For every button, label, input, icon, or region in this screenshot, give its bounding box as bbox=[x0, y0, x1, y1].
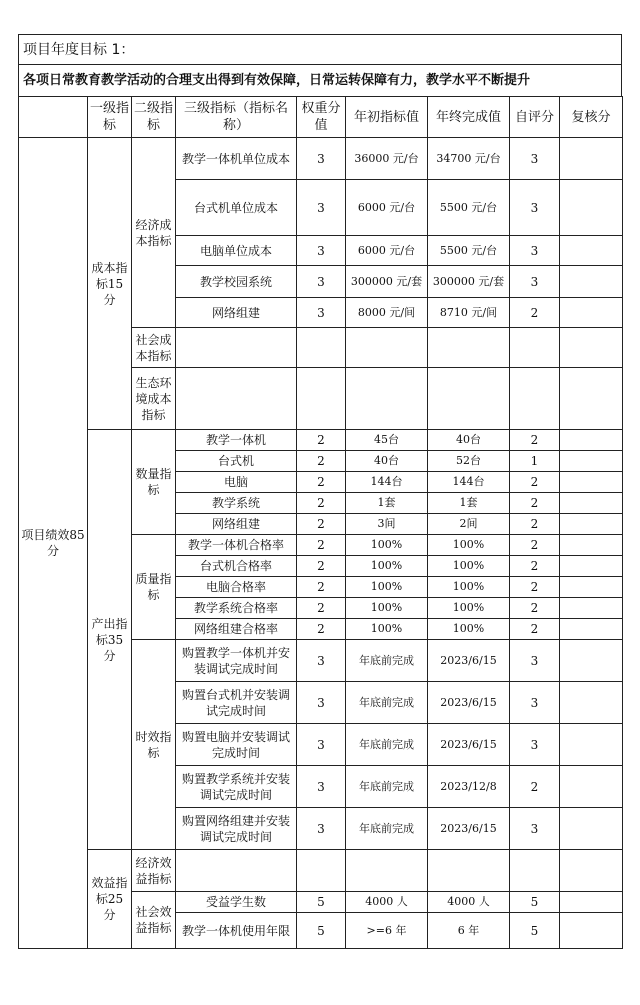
quality-label: 质量指标 bbox=[132, 535, 176, 640]
self-score: 2 bbox=[510, 556, 560, 577]
indicator-name: 电脑单位成本 bbox=[176, 236, 297, 266]
eco-cost-label: 生态环境成本指标 bbox=[132, 368, 176, 430]
review-score bbox=[560, 766, 623, 808]
review-score bbox=[560, 236, 623, 266]
indicator-name: 购置教学系统并安装调试完成时间 bbox=[176, 766, 297, 808]
weight-value bbox=[297, 368, 346, 430]
review-score bbox=[560, 892, 623, 913]
indicator-name bbox=[176, 850, 297, 892]
benefit-indicator-label: 效益指标25 分 bbox=[88, 850, 132, 949]
final-value: 1套 bbox=[428, 493, 510, 514]
initial-value: 8000 元/间 bbox=[346, 298, 428, 328]
initial-value: 6000 元/台 bbox=[346, 236, 428, 266]
indicator-name: 网络组建 bbox=[176, 514, 297, 535]
review-score bbox=[560, 266, 623, 298]
review-score bbox=[560, 180, 623, 236]
final-value: 40台 bbox=[428, 430, 510, 451]
self-score: 2 bbox=[510, 598, 560, 619]
self-score: 2 bbox=[510, 535, 560, 556]
final-value: 100% bbox=[428, 535, 510, 556]
indicator-name: 教学一体机单位成本 bbox=[176, 138, 297, 180]
final-value: 5500 元/台 bbox=[428, 236, 510, 266]
indicator-name: 电脑合格率 bbox=[176, 577, 297, 598]
indicator-name: 教学系统合格率 bbox=[176, 598, 297, 619]
initial-value: 6000 元/台 bbox=[346, 180, 428, 236]
initial-value: 36000 元/台 bbox=[346, 138, 428, 180]
self-score: 2 bbox=[510, 430, 560, 451]
self-score: 3 bbox=[510, 138, 560, 180]
weight-value: 3 bbox=[297, 180, 346, 236]
final-value: 2023/6/15 bbox=[428, 682, 510, 724]
weight-value: 2 bbox=[297, 451, 346, 472]
review-score bbox=[560, 451, 623, 472]
header-self: 自评分 bbox=[510, 97, 560, 138]
project-goal-text: 各项日常教育教学活动的合理支出得到有效保障，日常运转保障有力，教学水平不断提升 bbox=[18, 64, 622, 96]
self-score: 3 bbox=[510, 266, 560, 298]
self-score bbox=[510, 328, 560, 368]
final-value bbox=[428, 368, 510, 430]
final-value bbox=[428, 850, 510, 892]
weight-value: 3 bbox=[297, 682, 346, 724]
economic-benefit-label: 经济效益指标 bbox=[132, 850, 176, 892]
final-value: 8710 元/间 bbox=[428, 298, 510, 328]
review-score bbox=[560, 430, 623, 451]
self-score: 3 bbox=[510, 640, 560, 682]
final-value: 2间 bbox=[428, 514, 510, 535]
cost-indicator-label: 成本指标15 分 bbox=[88, 138, 132, 430]
initial-value bbox=[346, 328, 428, 368]
initial-value: 年底前完成 bbox=[346, 682, 428, 724]
self-score: 3 bbox=[510, 236, 560, 266]
weight-value: 2 bbox=[297, 598, 346, 619]
indicator-name: 教学一体机 bbox=[176, 430, 297, 451]
output-indicator-label: 产出指标35 分 bbox=[88, 430, 132, 850]
indicator-name: 网络组建合格率 bbox=[176, 619, 297, 640]
weight-value: 5 bbox=[297, 913, 346, 949]
header-level3: 三级指标（指标名称） bbox=[176, 97, 297, 138]
final-value: 2023/12/8 bbox=[428, 766, 510, 808]
header-level1: 一级指标 bbox=[88, 97, 132, 138]
initial-value: 100% bbox=[346, 619, 428, 640]
final-value: 5500 元/台 bbox=[428, 180, 510, 236]
final-value: 2023/6/15 bbox=[428, 640, 510, 682]
self-score: 2 bbox=[510, 766, 560, 808]
review-score bbox=[560, 619, 623, 640]
project-goal-title: 项目年度目标 1： bbox=[18, 34, 622, 64]
weight-value: 2 bbox=[297, 493, 346, 514]
self-score: 5 bbox=[510, 913, 560, 949]
weight-value: 2 bbox=[297, 430, 346, 451]
social-benefit-label: 社会效益指标 bbox=[132, 892, 176, 949]
performance-label: 项目绩效85 分 bbox=[19, 138, 88, 949]
performance-sheet bbox=[18, 34, 622, 949]
indicator-name: 购置电脑并安装调试完成时间 bbox=[176, 724, 297, 766]
review-score bbox=[560, 808, 623, 850]
initial-value: 年底前完成 bbox=[346, 724, 428, 766]
final-value: 2023/6/15 bbox=[428, 808, 510, 850]
review-score bbox=[560, 724, 623, 766]
indicator-name: 购置教学一体机并安装调试完成时间 bbox=[176, 640, 297, 682]
initial-value: 年底前完成 bbox=[346, 808, 428, 850]
weight-value: 2 bbox=[297, 472, 346, 493]
initial-value bbox=[346, 368, 428, 430]
review-score bbox=[560, 472, 623, 493]
initial-value: 144台 bbox=[346, 472, 428, 493]
indicator-name bbox=[176, 328, 297, 368]
weight-value: 2 bbox=[297, 514, 346, 535]
final-value: 2023/6/15 bbox=[428, 724, 510, 766]
header-row bbox=[19, 97, 623, 138]
weight-value: 3 bbox=[297, 298, 346, 328]
initial-value bbox=[346, 850, 428, 892]
indicator-table bbox=[18, 96, 623, 949]
review-score bbox=[560, 514, 623, 535]
review-score bbox=[560, 535, 623, 556]
self-score: 3 bbox=[510, 682, 560, 724]
final-value: 100% bbox=[428, 598, 510, 619]
header-review: 复核分 bbox=[560, 97, 623, 138]
weight-value bbox=[297, 328, 346, 368]
quantity-label: 数量指标 bbox=[132, 430, 176, 535]
weight-value: 2 bbox=[297, 535, 346, 556]
header-final: 年终完成值 bbox=[428, 97, 510, 138]
final-value: 52台 bbox=[428, 451, 510, 472]
weight-value: 3 bbox=[297, 766, 346, 808]
final-value: 100% bbox=[428, 577, 510, 598]
indicator-name: 台式机合格率 bbox=[176, 556, 297, 577]
review-score bbox=[560, 577, 623, 598]
self-score: 3 bbox=[510, 180, 560, 236]
header-level2: 二级指标 bbox=[132, 97, 176, 138]
self-score: 2 bbox=[510, 514, 560, 535]
review-score bbox=[560, 682, 623, 724]
indicator-name: 教学系统 bbox=[176, 493, 297, 514]
self-score: 2 bbox=[510, 493, 560, 514]
table-row bbox=[19, 430, 623, 451]
self-score: 2 bbox=[510, 577, 560, 598]
initial-value: 100% bbox=[346, 556, 428, 577]
final-value: 144台 bbox=[428, 472, 510, 493]
indicator-name: 购置台式机并安装调试完成时间 bbox=[176, 682, 297, 724]
review-score bbox=[560, 298, 623, 328]
weight-value: 3 bbox=[297, 266, 346, 298]
review-score bbox=[560, 913, 623, 949]
review-score bbox=[560, 328, 623, 368]
indicator-name: 教学一体机使用年限 bbox=[176, 913, 297, 949]
weight-value: 3 bbox=[297, 724, 346, 766]
review-score bbox=[560, 850, 623, 892]
weight-value: 3 bbox=[297, 640, 346, 682]
final-value: 100% bbox=[428, 619, 510, 640]
initial-value: 年底前完成 bbox=[346, 766, 428, 808]
table-row bbox=[19, 850, 623, 892]
timeliness-label: 时效指标 bbox=[132, 640, 176, 850]
weight-value: 3 bbox=[297, 236, 346, 266]
indicator-name: 受益学生数 bbox=[176, 892, 297, 913]
initial-value: 40台 bbox=[346, 451, 428, 472]
initial-value: 100% bbox=[346, 577, 428, 598]
indicator-name bbox=[176, 368, 297, 430]
initial-value: 100% bbox=[346, 598, 428, 619]
review-score bbox=[560, 138, 623, 180]
initial-value: 4000 人 bbox=[346, 892, 428, 913]
self-score bbox=[510, 368, 560, 430]
indicator-name: 购置网络组建并安装调试完成时间 bbox=[176, 808, 297, 850]
self-score bbox=[510, 850, 560, 892]
indicator-name: 台式机单位成本 bbox=[176, 180, 297, 236]
weight-value bbox=[297, 850, 346, 892]
initial-value: >=6 年 bbox=[346, 913, 428, 949]
self-score: 3 bbox=[510, 808, 560, 850]
self-score: 2 bbox=[510, 472, 560, 493]
weight-value: 3 bbox=[297, 808, 346, 850]
final-value: 6 年 bbox=[428, 913, 510, 949]
indicator-name: 网络组建 bbox=[176, 298, 297, 328]
header-weight: 权重分值 bbox=[297, 97, 346, 138]
self-score: 3 bbox=[510, 724, 560, 766]
weight-value: 2 bbox=[297, 556, 346, 577]
indicator-name: 教学一体机合格率 bbox=[176, 535, 297, 556]
final-value: 4000 人 bbox=[428, 892, 510, 913]
initial-value: 45台 bbox=[346, 430, 428, 451]
initial-value: 年底前完成 bbox=[346, 640, 428, 682]
indicator-name: 台式机 bbox=[176, 451, 297, 472]
review-score bbox=[560, 556, 623, 577]
self-score: 2 bbox=[510, 619, 560, 640]
initial-value: 3间 bbox=[346, 514, 428, 535]
header-initial: 年初指标值 bbox=[346, 97, 428, 138]
review-score bbox=[560, 598, 623, 619]
weight-value: 2 bbox=[297, 619, 346, 640]
self-score: 5 bbox=[510, 892, 560, 913]
final-value: 300000 元/套 bbox=[428, 266, 510, 298]
economic-cost-label: 经济成本指标 bbox=[132, 138, 176, 328]
self-score: 1 bbox=[510, 451, 560, 472]
final-value bbox=[428, 328, 510, 368]
review-score bbox=[560, 368, 623, 430]
table-row bbox=[19, 138, 623, 180]
social-cost-label: 社会成本指标 bbox=[132, 328, 176, 368]
initial-value: 100% bbox=[346, 535, 428, 556]
initial-value: 300000 元/套 bbox=[346, 266, 428, 298]
indicator-name: 教学校园系统 bbox=[176, 266, 297, 298]
weight-value: 3 bbox=[297, 138, 346, 180]
final-value: 100% bbox=[428, 556, 510, 577]
header-blank bbox=[19, 97, 88, 138]
weight-value: 2 bbox=[297, 577, 346, 598]
indicator-name: 电脑 bbox=[176, 472, 297, 493]
weight-value: 5 bbox=[297, 892, 346, 913]
self-score: 2 bbox=[510, 298, 560, 328]
review-score bbox=[560, 493, 623, 514]
review-score bbox=[560, 640, 623, 682]
initial-value: 1套 bbox=[346, 493, 428, 514]
final-value: 34700 元/台 bbox=[428, 138, 510, 180]
